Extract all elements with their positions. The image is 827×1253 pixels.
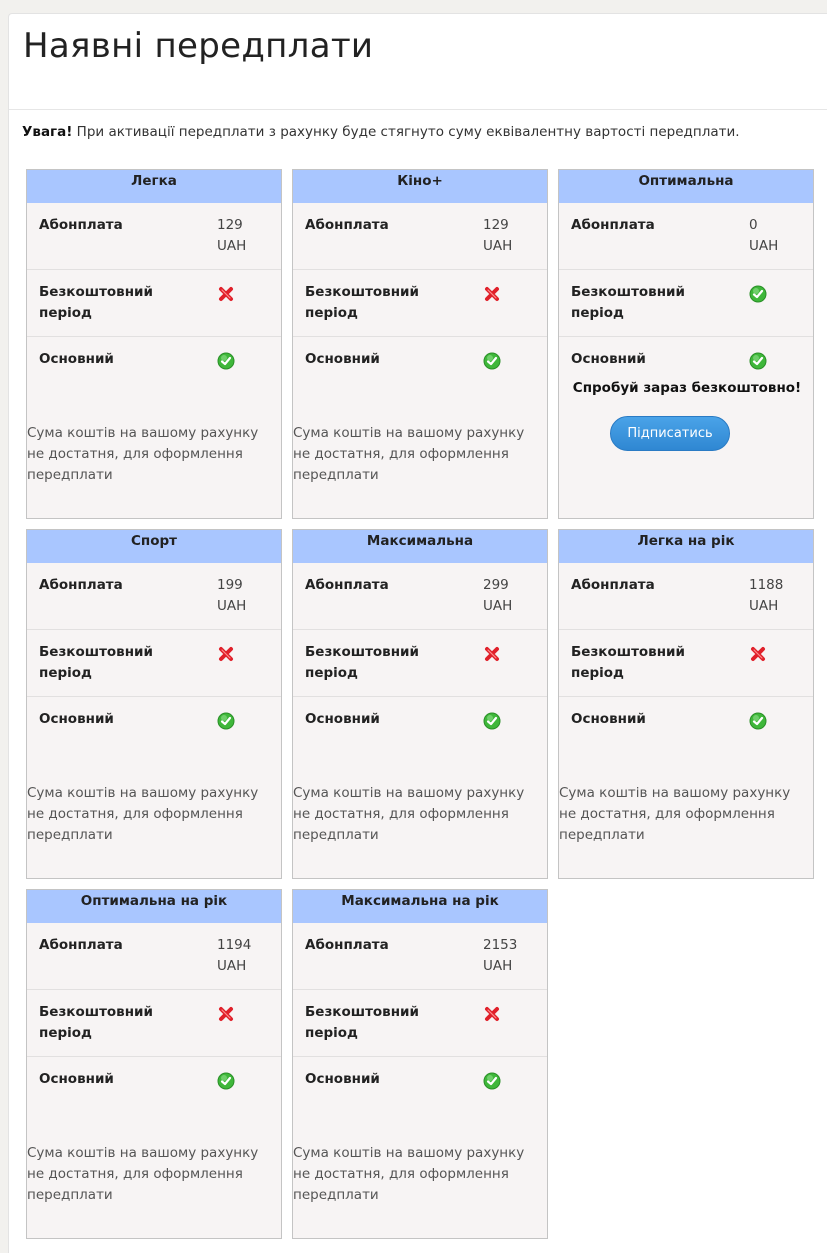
main-label: Основний bbox=[305, 351, 380, 367]
check-circle-icon bbox=[483, 1072, 501, 1090]
insufficient-funds-message: Сума коштів на вашому рахунку не достатня, для оформлення передплати bbox=[27, 425, 259, 483]
check-circle-icon bbox=[749, 712, 767, 730]
plan-name: Оптимальна bbox=[559, 170, 813, 203]
fee-value: 129 UAH bbox=[217, 217, 247, 254]
subscribe-button[interactable]: Підписатись bbox=[610, 416, 730, 451]
fee-row bbox=[27, 563, 281, 630]
red-cross-icon bbox=[483, 645, 501, 663]
insufficient-funds-message: Сума коштів на вашому рахунку не достатня, для оформлення передплати bbox=[293, 425, 525, 483]
main-row bbox=[293, 337, 547, 404]
fee-label: Абонплата bbox=[305, 217, 389, 233]
fee-label: Абонплата bbox=[39, 937, 123, 953]
main-row bbox=[27, 1057, 281, 1124]
main-row bbox=[293, 697, 547, 764]
main-label: Основний bbox=[571, 351, 646, 367]
check-circle-icon bbox=[749, 352, 767, 370]
plan-name: Кіно+ bbox=[293, 170, 547, 203]
fee-label: Абонплата bbox=[305, 937, 389, 953]
insufficient-funds-message: Сума коштів на вашому рахунку не достатня, для оформлення передплати bbox=[27, 1145, 259, 1203]
notice-label: Увага! bbox=[22, 124, 73, 140]
fee-label: Абонплата bbox=[39, 577, 123, 593]
free-period-label: Безкоштовний період bbox=[39, 1004, 153, 1041]
free-period-label: Безкоштовний період bbox=[39, 644, 153, 681]
red-cross-icon bbox=[483, 1005, 501, 1023]
fee-row bbox=[27, 203, 281, 270]
free-period-row bbox=[293, 630, 547, 697]
plan-name: Максимальна bbox=[293, 530, 547, 563]
main-label: Основний bbox=[39, 711, 114, 727]
free-period-row bbox=[293, 990, 547, 1057]
insufficient-funds-message: Сума коштів на вашому рахунку не достатня, для оформлення передплати bbox=[27, 785, 259, 843]
main-label: Основний bbox=[39, 1071, 114, 1087]
fee-value: 1194 UAH bbox=[217, 937, 252, 974]
check-circle-icon bbox=[217, 1072, 235, 1090]
notice-body: При активації передплати з рахунку буде стягнуто суму еквівалентну вартості передплати. bbox=[72, 124, 740, 140]
free-period-label: Безкоштовний період bbox=[39, 284, 153, 321]
red-cross-icon bbox=[483, 285, 501, 303]
fee-value: 0 UAH bbox=[749, 217, 779, 254]
red-cross-icon bbox=[749, 645, 767, 663]
fee-row bbox=[293, 923, 547, 990]
free-period-label: Безкоштовний період bbox=[571, 644, 685, 681]
fee-row bbox=[559, 203, 813, 270]
free-period-label: Безкоштовний період bbox=[305, 644, 419, 681]
notice-text bbox=[22, 122, 822, 142]
free-period-row bbox=[27, 270, 281, 337]
red-cross-icon bbox=[217, 285, 235, 303]
fee-value: 1188 UAH bbox=[749, 577, 784, 614]
check-circle-icon bbox=[749, 285, 767, 303]
plan-name: Спорт bbox=[27, 530, 281, 563]
main-row bbox=[27, 697, 281, 764]
fee-row bbox=[293, 203, 547, 270]
plan-card bbox=[292, 169, 548, 519]
red-cross-icon bbox=[217, 645, 235, 663]
promo-text: Спробуй зараз безкоштовно! bbox=[572, 380, 802, 396]
plan-name: Легка bbox=[27, 170, 281, 203]
title-divider bbox=[9, 109, 827, 110]
free-period-label: Безкоштовний період bbox=[571, 284, 685, 321]
insufficient-funds-message: Сума коштів на вашому рахунку не достатня, для оформлення передплати bbox=[559, 785, 791, 843]
free-period-row bbox=[27, 990, 281, 1057]
fee-label: Абонплата bbox=[571, 217, 655, 233]
plan-card bbox=[558, 169, 814, 519]
check-circle-icon bbox=[217, 352, 235, 370]
plan-card bbox=[26, 889, 282, 1239]
fee-value: 129 UAH bbox=[483, 217, 513, 254]
plan-card bbox=[292, 889, 548, 1239]
main-row bbox=[559, 697, 813, 764]
fee-value: 2153 UAH bbox=[483, 937, 518, 974]
free-period-row bbox=[293, 270, 547, 337]
free-period-row bbox=[559, 630, 813, 697]
main-label: Основний bbox=[571, 711, 646, 727]
red-cross-icon bbox=[217, 1005, 235, 1023]
fee-label: Абонплата bbox=[571, 577, 655, 593]
fee-label: Абонплата bbox=[305, 577, 389, 593]
plan-card bbox=[26, 169, 282, 519]
plan-name: Максимальна на рік bbox=[293, 890, 547, 923]
free-period-label: Безкоштовний період bbox=[305, 1004, 419, 1041]
fee-label: Абонплата bbox=[39, 217, 123, 233]
fee-value: 199 UAH bbox=[217, 577, 247, 614]
fee-row bbox=[27, 923, 281, 990]
check-circle-icon bbox=[217, 712, 235, 730]
main-row bbox=[293, 1057, 547, 1124]
plan-card bbox=[26, 529, 282, 879]
main-row bbox=[27, 337, 281, 404]
page-title: Наявні передплати bbox=[23, 26, 374, 66]
free-period-row bbox=[27, 630, 281, 697]
main-label: Основний bbox=[305, 1071, 380, 1087]
fee-row bbox=[559, 563, 813, 630]
insufficient-funds-message: Сума коштів на вашому рахунку не достатня, для оформлення передплати bbox=[293, 785, 525, 843]
main-label: Основний bbox=[39, 351, 114, 367]
fee-value: 299 UAH bbox=[483, 577, 513, 614]
free-period-label: Безкоштовний період bbox=[305, 284, 419, 321]
plan-card bbox=[292, 529, 548, 879]
insufficient-funds-message: Сума коштів на вашому рахунку не достатня, для оформлення передплати bbox=[293, 1145, 525, 1203]
free-period-row bbox=[559, 270, 813, 337]
plan-name: Легка на рік bbox=[559, 530, 813, 563]
main-label: Основний bbox=[305, 711, 380, 727]
check-circle-icon bbox=[483, 712, 501, 730]
plan-name: Оптимальна на рік bbox=[27, 890, 281, 923]
check-circle-icon bbox=[483, 352, 501, 370]
fee-row bbox=[293, 563, 547, 630]
plan-card bbox=[558, 529, 814, 879]
